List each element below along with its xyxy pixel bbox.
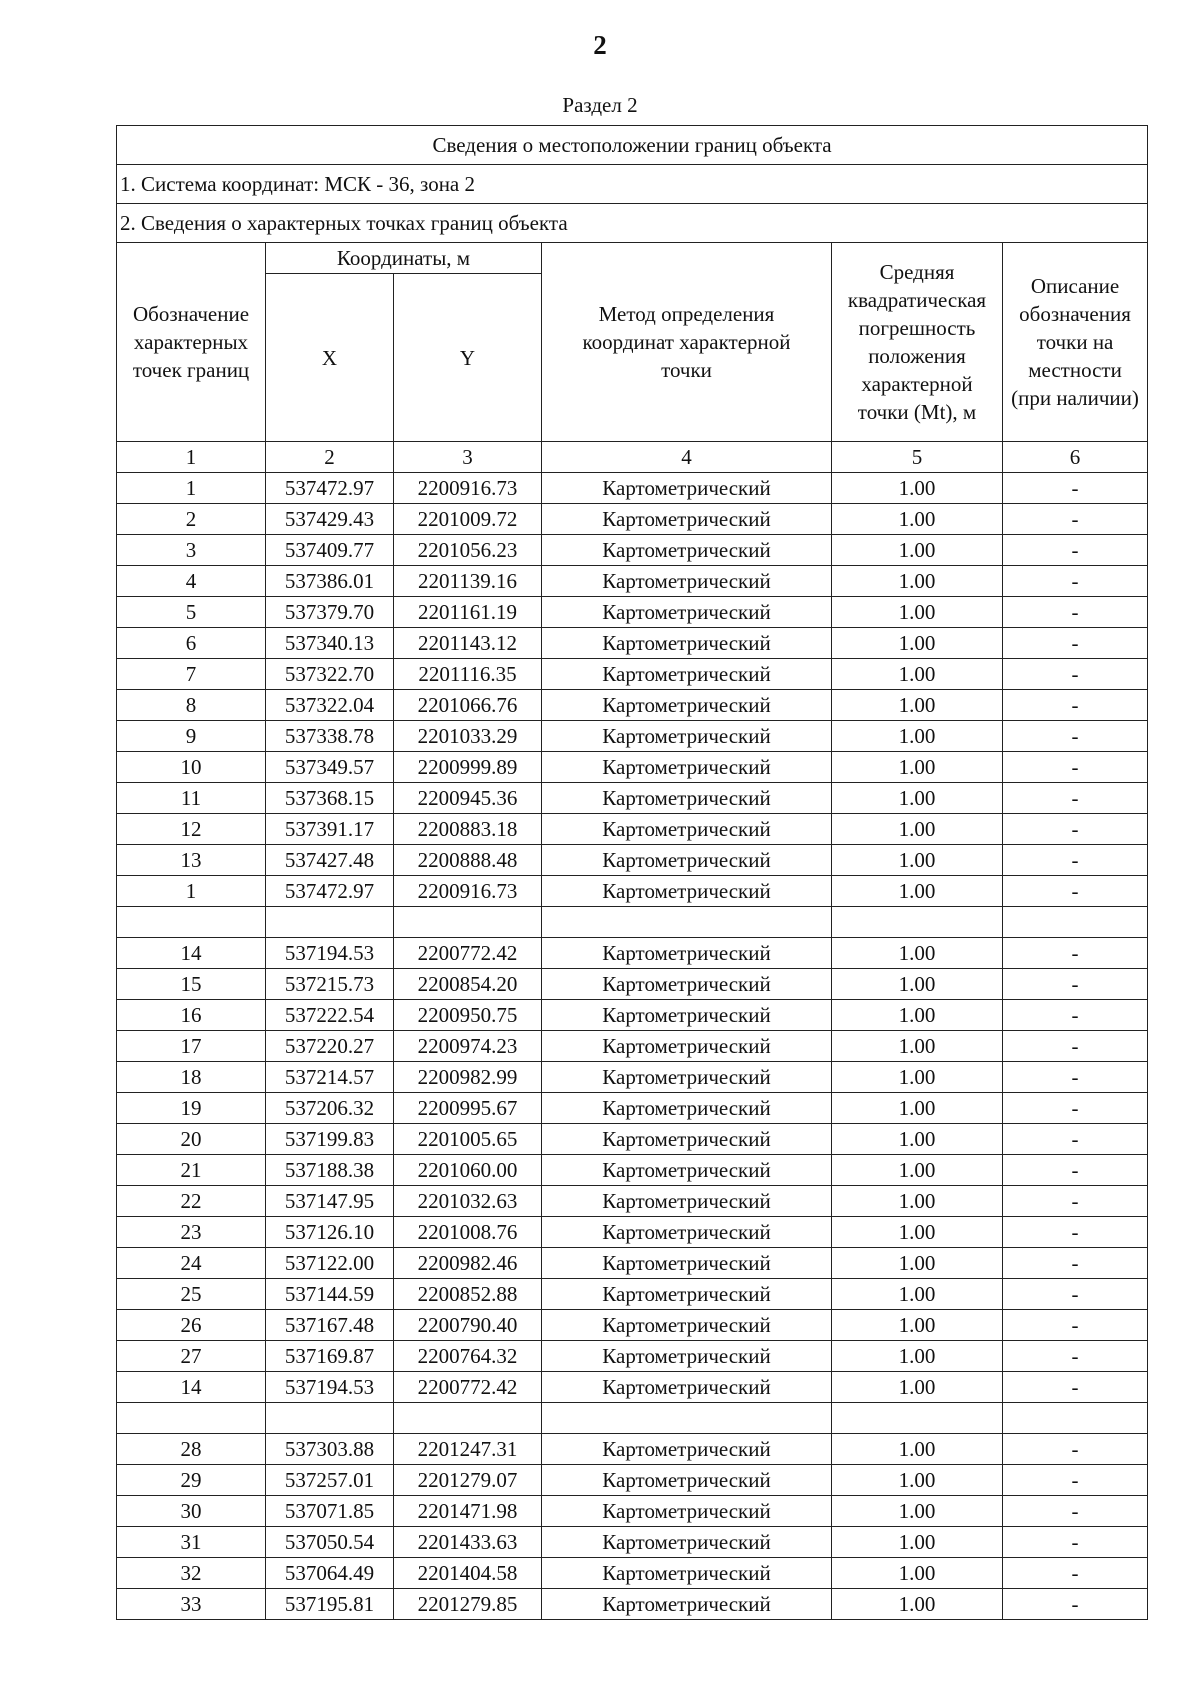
point-number-cell: 11 <box>117 783 266 814</box>
method-cell: Картометрический <box>542 473 832 504</box>
method-cell: Картометрический <box>542 1217 832 1248</box>
table-row <box>117 1434 1148 1465</box>
description-cell: - <box>1003 659 1148 690</box>
header-y: Y <box>394 274 542 442</box>
description-cell: - <box>1003 1372 1148 1403</box>
description-cell: - <box>1003 566 1148 597</box>
x-coordinate-cell: 537122.00 <box>266 1248 394 1279</box>
y-coordinate-cell: 2201056.23 <box>394 535 542 566</box>
method-cell: Картометрический <box>542 566 832 597</box>
empty-cell <box>1003 907 1148 938</box>
error-cell: 1.00 <box>832 938 1003 969</box>
table-row <box>117 1000 1148 1031</box>
method-cell: Картометрический <box>542 1310 832 1341</box>
error-cell: 1.00 <box>832 690 1003 721</box>
description-cell: - <box>1003 1527 1148 1558</box>
table-row <box>117 938 1148 969</box>
table-row <box>117 1093 1148 1124</box>
error-cell: 1.00 <box>832 1031 1003 1062</box>
table-row <box>117 814 1148 845</box>
y-coordinate-cell: 2200974.23 <box>394 1031 542 1062</box>
description-cell: - <box>1003 1465 1148 1496</box>
method-cell: Картометрический <box>542 690 832 721</box>
method-cell: Картометрический <box>542 504 832 535</box>
y-coordinate-cell: 2200982.99 <box>394 1062 542 1093</box>
header-x: X <box>266 274 394 442</box>
description-cell: - <box>1003 1310 1148 1341</box>
table-row <box>117 566 1148 597</box>
x-coordinate-cell: 537206.32 <box>266 1093 394 1124</box>
method-cell: Картометрический <box>542 1062 832 1093</box>
point-number-cell: 7 <box>117 659 266 690</box>
method-cell: Картометрический <box>542 1527 832 1558</box>
point-number-cell: 21 <box>117 1155 266 1186</box>
description-cell: - <box>1003 1558 1148 1589</box>
description-cell: - <box>1003 1217 1148 1248</box>
table-row <box>117 721 1148 752</box>
empty-cell <box>117 907 266 938</box>
error-cell: 1.00 <box>832 535 1003 566</box>
y-coordinate-cell: 2201161.19 <box>394 597 542 628</box>
point-number-cell: 4 <box>117 566 266 597</box>
error-cell: 1.00 <box>832 566 1003 597</box>
table-row <box>117 1031 1148 1062</box>
table-row <box>117 1341 1148 1372</box>
table-row <box>117 597 1148 628</box>
description-cell: - <box>1003 1031 1148 1062</box>
method-cell: Картометрический <box>542 752 832 783</box>
error-cell: 1.00 <box>832 1062 1003 1093</box>
description-cell: - <box>1003 1186 1148 1217</box>
header-designation: Обозначение характерных точек границ <box>117 243 266 442</box>
description-cell: - <box>1003 814 1148 845</box>
x-coordinate-cell: 537214.57 <box>266 1062 394 1093</box>
description-cell: - <box>1003 1434 1148 1465</box>
point-number-cell: 3 <box>117 535 266 566</box>
error-cell: 1.00 <box>832 1217 1003 1248</box>
error-cell: 1.00 <box>832 1527 1003 1558</box>
method-cell: Картометрический <box>542 597 832 628</box>
description-cell: - <box>1003 504 1148 535</box>
table-row <box>117 690 1148 721</box>
empty-cell <box>542 1403 832 1434</box>
description-cell: - <box>1003 535 1148 566</box>
table-row <box>117 752 1148 783</box>
method-cell: Картометрический <box>542 1248 832 1279</box>
error-cell: 1.00 <box>832 814 1003 845</box>
method-cell: Картометрический <box>542 969 832 1000</box>
error-cell: 1.00 <box>832 969 1003 1000</box>
empty-cell <box>542 907 832 938</box>
point-number-cell: 19 <box>117 1093 266 1124</box>
point-number-cell: 1 <box>117 876 266 907</box>
error-cell: 1.00 <box>832 1434 1003 1465</box>
y-coordinate-cell: 2201060.00 <box>394 1155 542 1186</box>
error-cell: 1.00 <box>832 504 1003 535</box>
y-coordinate-cell: 2200852.88 <box>394 1279 542 1310</box>
table-row <box>117 969 1148 1000</box>
col-number: 4 <box>542 442 832 473</box>
point-number-cell: 18 <box>117 1062 266 1093</box>
description-cell: - <box>1003 1248 1148 1279</box>
table-row <box>117 1310 1148 1341</box>
method-cell: Картометрический <box>542 1341 832 1372</box>
x-coordinate-cell: 537391.17 <box>266 814 394 845</box>
point-number-cell: 14 <box>117 938 266 969</box>
col-number: 6 <box>1003 442 1148 473</box>
table-row <box>117 535 1148 566</box>
description-cell: - <box>1003 1093 1148 1124</box>
x-coordinate-cell: 537222.54 <box>266 1000 394 1031</box>
table-row <box>117 783 1148 814</box>
method-cell: Картометрический <box>542 814 832 845</box>
table-row <box>117 1372 1148 1403</box>
point-number-cell: 28 <box>117 1434 266 1465</box>
y-coordinate-cell: 2201279.07 <box>394 1465 542 1496</box>
point-number-cell: 26 <box>117 1310 266 1341</box>
method-cell: Картометрический <box>542 1186 832 1217</box>
table-row <box>117 1124 1148 1155</box>
x-coordinate-cell: 537472.97 <box>266 473 394 504</box>
empty-cell <box>832 1403 1003 1434</box>
point-number-cell: 23 <box>117 1217 266 1248</box>
x-coordinate-cell: 537340.13 <box>266 628 394 659</box>
method-cell: Картометрический <box>542 783 832 814</box>
table-row <box>117 876 1148 907</box>
x-coordinate-cell: 537220.27 <box>266 1031 394 1062</box>
point-number-cell: 10 <box>117 752 266 783</box>
point-number-cell: 27 <box>117 1341 266 1372</box>
description-cell: - <box>1003 783 1148 814</box>
y-coordinate-cell: 2201279.85 <box>394 1589 542 1620</box>
column-number-row <box>117 442 1148 473</box>
y-coordinate-cell: 2200764.32 <box>394 1341 542 1372</box>
error-cell: 1.00 <box>832 1279 1003 1310</box>
coord-system-row: 1. Система координат: МСК - 36, зона 2 <box>117 165 1148 204</box>
table-row <box>117 1558 1148 1589</box>
header-coords: Координаты, м <box>266 243 542 274</box>
method-cell: Картометрический <box>542 1496 832 1527</box>
table-row <box>117 1155 1148 1186</box>
description-cell: - <box>1003 1062 1148 1093</box>
points-title-row: 2. Сведения о характерных точках границ объекта <box>117 204 1148 243</box>
point-number-cell: 2 <box>117 504 266 535</box>
table-row <box>117 1186 1148 1217</box>
x-coordinate-cell: 537322.70 <box>266 659 394 690</box>
y-coordinate-cell: 2200888.48 <box>394 845 542 876</box>
point-number-cell: 20 <box>117 1124 266 1155</box>
table-row <box>117 1279 1148 1310</box>
error-cell: 1.00 <box>832 628 1003 659</box>
y-coordinate-cell: 2200995.67 <box>394 1093 542 1124</box>
table-row <box>117 845 1148 876</box>
point-number-cell: 33 <box>117 1589 266 1620</box>
error-cell: 1.00 <box>832 1186 1003 1217</box>
x-coordinate-cell: 537195.81 <box>266 1589 394 1620</box>
y-coordinate-cell: 2201247.31 <box>394 1434 542 1465</box>
x-coordinate-cell: 537169.87 <box>266 1341 394 1372</box>
table-row <box>117 1465 1148 1496</box>
x-coordinate-cell: 537303.88 <box>266 1434 394 1465</box>
x-coordinate-cell: 537199.83 <box>266 1124 394 1155</box>
x-coordinate-cell: 537257.01 <box>266 1465 394 1496</box>
method-cell: Картометрический <box>542 1372 832 1403</box>
table-row <box>117 628 1148 659</box>
method-cell: Картометрический <box>542 845 832 876</box>
y-coordinate-cell: 2201116.35 <box>394 659 542 690</box>
description-cell: - <box>1003 1589 1148 1620</box>
header-method: Метод определения координат характерной точки <box>542 243 832 442</box>
y-coordinate-cell: 2201033.29 <box>394 721 542 752</box>
error-cell: 1.00 <box>832 876 1003 907</box>
method-cell: Картометрический <box>542 1093 832 1124</box>
description-cell: - <box>1003 938 1148 969</box>
y-coordinate-cell: 2201139.16 <box>394 566 542 597</box>
x-coordinate-cell: 537167.48 <box>266 1310 394 1341</box>
x-coordinate-cell: 537144.59 <box>266 1279 394 1310</box>
table-row <box>117 1589 1148 1620</box>
empty-cell <box>394 1403 542 1434</box>
x-coordinate-cell: 537349.57 <box>266 752 394 783</box>
method-cell: Картометрический <box>542 938 832 969</box>
error-cell: 1.00 <box>832 1496 1003 1527</box>
point-number-cell: 8 <box>117 690 266 721</box>
description-cell: - <box>1003 1155 1148 1186</box>
point-number-cell: 16 <box>117 1000 266 1031</box>
error-cell: 1.00 <box>832 1124 1003 1155</box>
table-row <box>117 1496 1148 1527</box>
x-coordinate-cell: 537064.49 <box>266 1558 394 1589</box>
description-cell: - <box>1003 690 1148 721</box>
x-coordinate-cell: 537126.10 <box>266 1217 394 1248</box>
x-coordinate-cell: 537472.97 <box>266 876 394 907</box>
method-cell: Картометрический <box>542 1558 832 1589</box>
table-row <box>117 1217 1148 1248</box>
empty-cell <box>117 1403 266 1434</box>
description-cell: - <box>1003 628 1148 659</box>
table-row <box>117 1062 1148 1093</box>
method-cell: Картометрический <box>542 1031 832 1062</box>
y-coordinate-cell: 2200916.73 <box>394 473 542 504</box>
method-cell: Картометрический <box>542 876 832 907</box>
point-number-cell: 32 <box>117 1558 266 1589</box>
table-row <box>117 473 1148 504</box>
point-number-cell: 13 <box>117 845 266 876</box>
x-coordinate-cell: 537338.78 <box>266 721 394 752</box>
col-number: 5 <box>832 442 1003 473</box>
error-cell: 1.00 <box>832 597 1003 628</box>
x-coordinate-cell: 537147.95 <box>266 1186 394 1217</box>
x-coordinate-cell: 537409.77 <box>266 535 394 566</box>
error-cell: 1.00 <box>832 752 1003 783</box>
y-coordinate-cell: 2200916.73 <box>394 876 542 907</box>
point-number-cell: 5 <box>117 597 266 628</box>
error-cell: 1.00 <box>832 721 1003 752</box>
boundary-points-table <box>116 125 1148 1620</box>
table-row <box>117 1527 1148 1558</box>
table-title: Сведения о местоположении границ объекта <box>117 126 1148 165</box>
header-description: Описание обозначения точки на местности (при наличии) <box>1003 243 1148 442</box>
method-cell: Картометрический <box>542 535 832 566</box>
point-number-cell: 1 <box>117 473 266 504</box>
error-cell: 1.00 <box>832 1372 1003 1403</box>
method-cell: Картометрический <box>542 1000 832 1031</box>
point-number-cell: 6 <box>117 628 266 659</box>
x-coordinate-cell: 537429.43 <box>266 504 394 535</box>
point-number-cell: 30 <box>117 1496 266 1527</box>
point-number-cell: 15 <box>117 969 266 1000</box>
description-cell: - <box>1003 1000 1148 1031</box>
y-coordinate-cell: 2201009.72 <box>394 504 542 535</box>
method-cell: Картометрический <box>542 1155 832 1186</box>
col-number: 1 <box>117 442 266 473</box>
error-cell: 1.00 <box>832 1093 1003 1124</box>
x-coordinate-cell: 537071.85 <box>266 1496 394 1527</box>
x-coordinate-cell: 537194.53 <box>266 1372 394 1403</box>
separator-row <box>117 907 1148 938</box>
method-cell: Картометрический <box>542 1465 832 1496</box>
y-coordinate-cell: 2201066.76 <box>394 690 542 721</box>
error-cell: 1.00 <box>832 659 1003 690</box>
error-cell: 1.00 <box>832 1155 1003 1186</box>
description-cell: - <box>1003 876 1148 907</box>
table-row <box>117 1248 1148 1279</box>
point-number-cell: 12 <box>117 814 266 845</box>
description-cell: - <box>1003 597 1148 628</box>
method-cell: Картометрический <box>542 1434 832 1465</box>
page-number: 2 <box>593 30 607 60</box>
y-coordinate-cell: 2200790.40 <box>394 1310 542 1341</box>
method-cell: Картометрический <box>542 1124 832 1155</box>
x-coordinate-cell: 537427.48 <box>266 845 394 876</box>
description-cell: - <box>1003 473 1148 504</box>
method-cell: Картометрический <box>542 628 832 659</box>
col-number: 2 <box>266 442 394 473</box>
y-coordinate-cell: 2200950.75 <box>394 1000 542 1031</box>
y-coordinate-cell: 2200883.18 <box>394 814 542 845</box>
empty-cell <box>394 907 542 938</box>
empty-cell <box>832 907 1003 938</box>
error-cell: 1.00 <box>832 1558 1003 1589</box>
description-cell: - <box>1003 752 1148 783</box>
point-number-cell: 22 <box>117 1186 266 1217</box>
error-cell: 1.00 <box>832 1341 1003 1372</box>
point-number-cell: 25 <box>117 1279 266 1310</box>
table-row <box>117 504 1148 535</box>
description-cell: - <box>1003 845 1148 876</box>
y-coordinate-cell: 2200854.20 <box>394 969 542 1000</box>
header-error: Средняя квадратическая погрешность положения характерной точки (Mt), м <box>832 243 1003 442</box>
y-coordinate-cell: 2201143.12 <box>394 628 542 659</box>
error-cell: 1.00 <box>832 1248 1003 1279</box>
error-cell: 1.00 <box>832 1000 1003 1031</box>
x-coordinate-cell: 537322.04 <box>266 690 394 721</box>
x-coordinate-cell: 537050.54 <box>266 1527 394 1558</box>
description-cell: - <box>1003 721 1148 752</box>
description-cell: - <box>1003 1496 1148 1527</box>
error-cell: 1.00 <box>832 845 1003 876</box>
description-cell: - <box>1003 1279 1148 1310</box>
empty-cell <box>266 907 394 938</box>
separator-row <box>117 1403 1148 1434</box>
method-cell: Картометрический <box>542 659 832 690</box>
point-number-cell: 17 <box>117 1031 266 1062</box>
error-cell: 1.00 <box>832 1465 1003 1496</box>
y-coordinate-cell: 2200999.89 <box>394 752 542 783</box>
description-cell: - <box>1003 969 1148 1000</box>
y-coordinate-cell: 2201471.98 <box>394 1496 542 1527</box>
error-cell: 1.00 <box>832 783 1003 814</box>
y-coordinate-cell: 2200772.42 <box>394 938 542 969</box>
y-coordinate-cell: 2200945.36 <box>394 783 542 814</box>
empty-cell <box>1003 1403 1148 1434</box>
description-cell: - <box>1003 1341 1148 1372</box>
point-number-cell: 9 <box>117 721 266 752</box>
empty-cell <box>266 1403 394 1434</box>
y-coordinate-cell: 2201433.63 <box>394 1527 542 1558</box>
y-coordinate-cell: 2201005.65 <box>394 1124 542 1155</box>
y-coordinate-cell: 2201008.76 <box>394 1217 542 1248</box>
x-coordinate-cell: 537188.38 <box>266 1155 394 1186</box>
error-cell: 1.00 <box>832 473 1003 504</box>
method-cell: Картометрический <box>542 721 832 752</box>
point-number-cell: 24 <box>117 1248 266 1279</box>
y-coordinate-cell: 2200772.42 <box>394 1372 542 1403</box>
y-coordinate-cell: 2201032.63 <box>394 1186 542 1217</box>
x-coordinate-cell: 537215.73 <box>266 969 394 1000</box>
x-coordinate-cell: 537379.70 <box>266 597 394 628</box>
y-coordinate-cell: 2200982.46 <box>394 1248 542 1279</box>
point-number-cell: 14 <box>117 1372 266 1403</box>
table-row <box>117 659 1148 690</box>
description-cell: - <box>1003 1124 1148 1155</box>
x-coordinate-cell: 537368.15 <box>266 783 394 814</box>
col-number: 3 <box>394 442 542 473</box>
error-cell: 1.00 <box>832 1589 1003 1620</box>
method-cell: Картометрический <box>542 1589 832 1620</box>
point-number-cell: 31 <box>117 1527 266 1558</box>
method-cell: Картометрический <box>542 1279 832 1310</box>
error-cell: 1.00 <box>832 1310 1003 1341</box>
y-coordinate-cell: 2201404.58 <box>394 1558 542 1589</box>
point-number-cell: 29 <box>117 1465 266 1496</box>
section-title: Раздел 2 <box>562 93 638 117</box>
x-coordinate-cell: 537194.53 <box>266 938 394 969</box>
x-coordinate-cell: 537386.01 <box>266 566 394 597</box>
